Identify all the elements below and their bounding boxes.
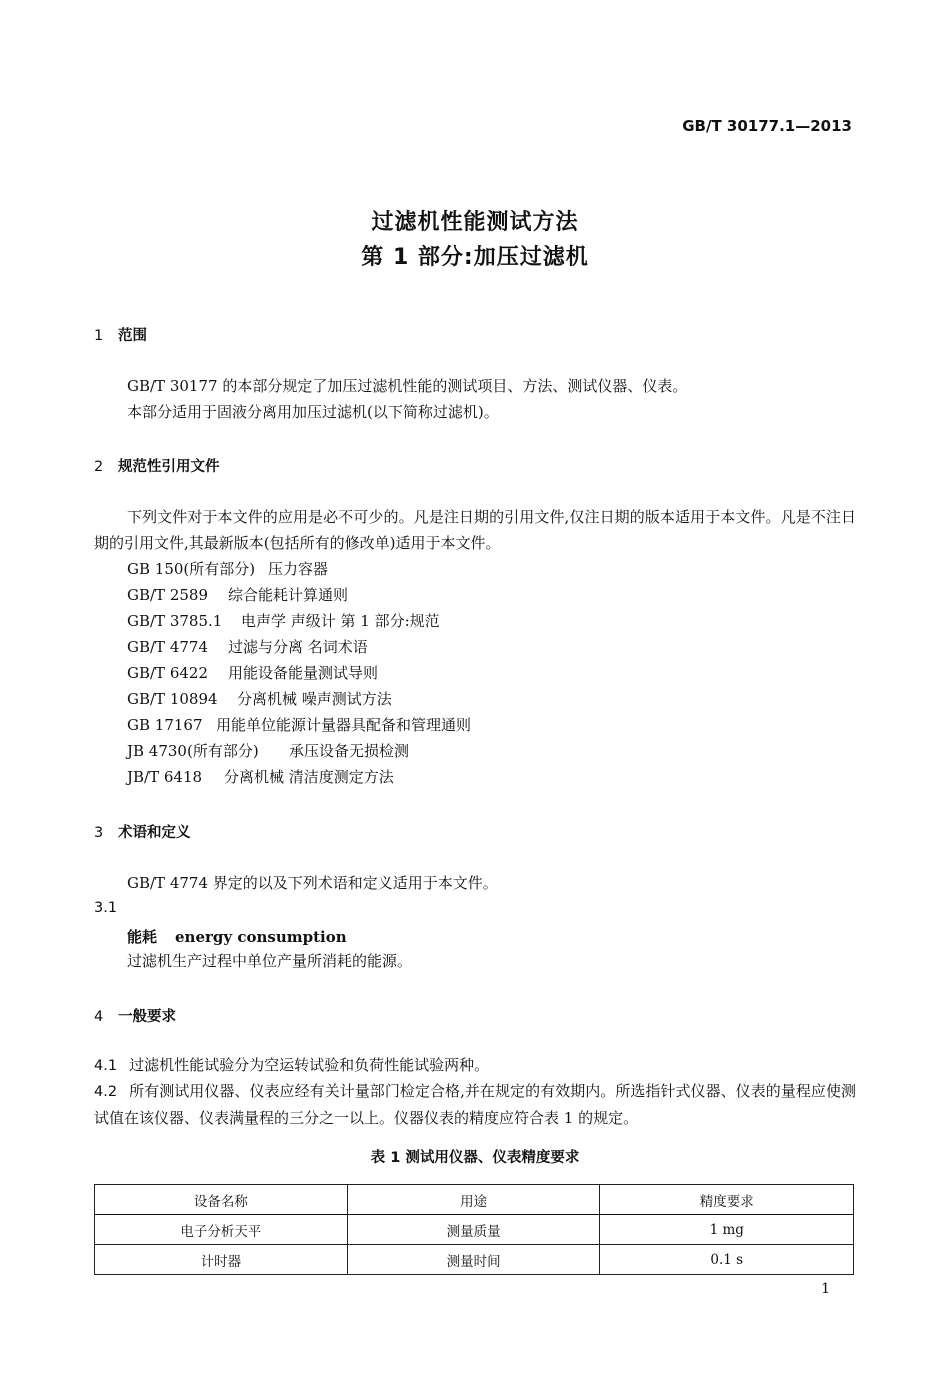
reference-code: JB 4730(所有部分) — [127, 742, 259, 760]
subclause-number: 3.1 — [94, 900, 118, 916]
reference-code: GB/T 4774 — [127, 638, 209, 656]
reference-code: GB 150(所有部分) — [127, 560, 256, 578]
reference-title: 过滤与分离 名词术语 — [228, 638, 368, 656]
reference-code: GB/T 10894 — [127, 690, 218, 708]
clause-text: 过滤机性能试验分为空运转试验和负荷性能试验两种。 — [129, 1056, 490, 1074]
reference-item — [127, 686, 471, 712]
document-title-line1: 过滤机性能测试方法 — [371, 210, 579, 235]
document-title-line2: 第 1 部分:加压过滤机 — [361, 245, 589, 270]
reference-item — [127, 738, 471, 764]
reference-item — [127, 556, 471, 582]
section-3-heading — [94, 821, 191, 842]
normative-references-intro: 下列文件对于本文件的应用是必不可少的。凡是注日期的引用文件,仅注日期的版本适用于本文件。凡是不注日期的引用文件,其最新版本(包括所有的修改单)适用于本文件。 — [94, 508, 856, 552]
reference-code: GB/T 2589 — [127, 586, 209, 604]
instrument-accuracy-table — [94, 1184, 854, 1275]
reference-title: 用能设备能量测试导则 — [228, 664, 379, 682]
table-cell: 0.1 s — [600, 1245, 854, 1275]
section-number: 3 — [94, 825, 104, 841]
reference-title: 用能单位能源计量器具配备和管理通则 — [216, 716, 472, 734]
reference-title: 电声学 声级计 第 1 部分:规范 — [241, 612, 440, 630]
section-title: 范围 — [118, 328, 147, 344]
table-header-row — [95, 1185, 854, 1215]
reference-code: GB 17167 — [127, 716, 203, 734]
table-row — [95, 1215, 854, 1245]
clause-4-2 — [94, 1078, 856, 1131]
reference-code: JB/T 6418 — [127, 768, 203, 786]
reference-item — [127, 608, 471, 634]
clause-number: 4.1 — [94, 1058, 118, 1074]
reference-item — [127, 764, 471, 790]
column-header: 设备名称 — [95, 1185, 348, 1215]
reference-title: 承压设备无损检测 — [289, 742, 410, 760]
term-chinese: 能耗 — [127, 928, 158, 946]
section-2-heading — [94, 455, 220, 476]
table-row — [95, 1245, 854, 1275]
reference-item — [127, 660, 471, 686]
reference-title: 压力容器 — [268, 560, 329, 578]
reference-code: GB/T 6422 — [127, 664, 209, 682]
table-cell: 电子分析天平 — [95, 1215, 348, 1245]
table-cell: 测量时间 — [347, 1245, 600, 1275]
table-cell: 测量质量 — [347, 1215, 600, 1245]
section-number: 2 — [94, 459, 104, 475]
reference-list — [127, 556, 471, 790]
reference-item — [127, 634, 471, 660]
column-header: 精度要求 — [600, 1185, 854, 1215]
reference-item — [127, 712, 471, 738]
standard-number: GB/T 30177.1—2013 — [682, 117, 852, 135]
terms-paragraph: GB/T 4774 界定的以及下列术语和定义适用于本文件。 — [127, 874, 498, 892]
scope-paragraph-2: 本部分适用于固液分离用加压过滤机(以下简称过滤机)。 — [127, 403, 499, 421]
reference-title: 分离机械 清洁度测定方法 — [224, 768, 394, 786]
reference-title: 分离机械 噪声测试方法 — [237, 690, 392, 708]
clause-4-1 — [94, 1052, 489, 1079]
clause-text: 所有测试用仪器、仪表应经有关计量部门检定合格,并在规定的有效期内。所选指针式仪器、仪表的量程应使测试值在该仪器、仪表满量程的三分之一以上。仪器仪表的精度应符合表 1 的规定。 — [94, 1082, 856, 1127]
table-cell: 计时器 — [95, 1245, 348, 1275]
section-title: 规范性引用文件 — [118, 459, 220, 475]
column-header: 用途 — [347, 1185, 600, 1215]
page-number: 1 — [821, 1281, 830, 1297]
reference-item — [127, 582, 471, 608]
reference-title: 综合能耗计算通则 — [228, 586, 349, 604]
section-number: 1 — [94, 328, 104, 344]
clause-number: 4.2 — [94, 1084, 118, 1100]
section-4-heading — [94, 1005, 176, 1026]
reference-code: GB/T 3785.1 — [127, 612, 223, 630]
table-caption: 表 1 测试用仪器、仪表精度要求 — [370, 1150, 580, 1166]
section-title: 一般要求 — [118, 1009, 176, 1025]
term-english: energy consumption — [175, 928, 347, 946]
scope-paragraph-1: GB/T 30177 的本部分规定了加压过滤机性能的测试项目、方法、测试仪器、仪表。 — [127, 377, 688, 395]
section-title: 术语和定义 — [118, 825, 191, 841]
table-cell: 1 mg — [600, 1215, 854, 1245]
section-1-heading — [94, 324, 147, 345]
section-number: 4 — [94, 1009, 104, 1025]
term-definition: 过滤机生产过程中单位产量所消耗的能源。 — [127, 952, 413, 970]
term-entry — [127, 926, 347, 947]
